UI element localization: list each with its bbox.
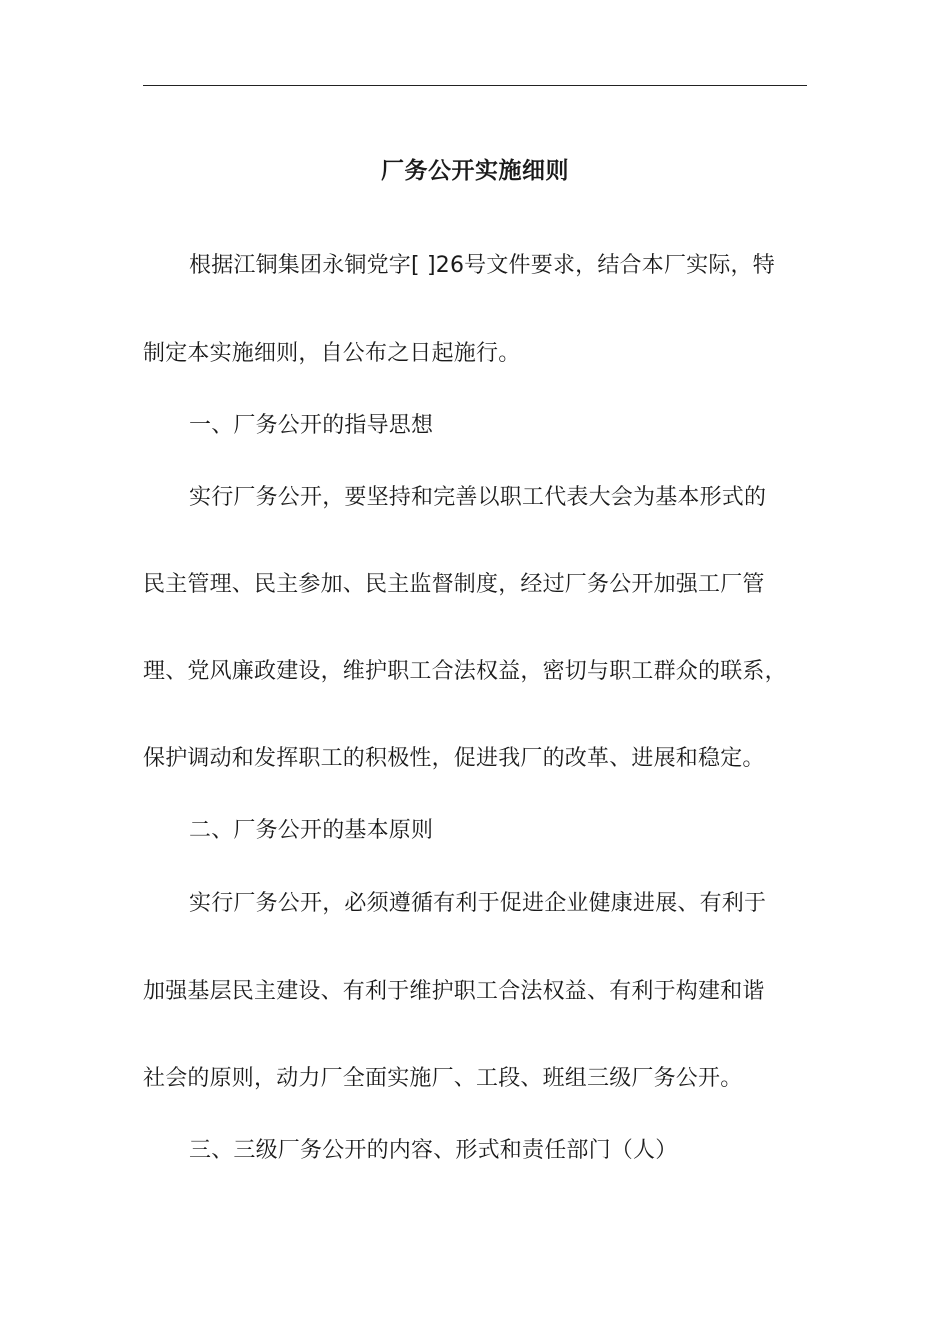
document-title: 厂务公开实施细则 bbox=[381, 158, 569, 184]
paragraph-line: 社会的原则，动力厂全面实施厂、工段、班组三级厂务公开。 bbox=[143, 1066, 743, 1091]
paragraph-line: 理、党风廉政建设，维护职工合法权益，密切与职工群众的联系， bbox=[143, 659, 787, 684]
paragraph-line: 保护调动和发挥职工的积极性，促进我厂的改革、进展和稳定。 bbox=[143, 746, 765, 771]
paragraph-line: 根据江铜集团永铜党字[ ]26号文件要求，结合本厂实际，特 bbox=[189, 253, 775, 278]
section-heading: 三、三级厂务公开的内容、形式和责任部门（人） bbox=[189, 1138, 678, 1163]
paragraph-line: 实行厂务公开，必须遵循有利于促进企业健康进展、有利于 bbox=[189, 891, 767, 916]
header-rule bbox=[143, 85, 807, 86]
section-heading: 一、厂务公开的指导思想 bbox=[189, 413, 434, 438]
paragraph-line: 制定本实施细则，自公布之日起施行。 bbox=[143, 341, 521, 366]
section-heading: 二、厂务公开的基本原则 bbox=[189, 818, 434, 843]
paragraph-line: 民主管理、民主参加、民主监督制度，经过厂务公开加强工厂管 bbox=[143, 572, 765, 597]
paragraph-line: 实行厂务公开，要坚持和完善以职工代表大会为基本形式的 bbox=[189, 485, 767, 510]
paragraph-line: 加强基层民主建设、有利于维护职工合法权益、有利于构建和谐 bbox=[143, 979, 765, 1004]
